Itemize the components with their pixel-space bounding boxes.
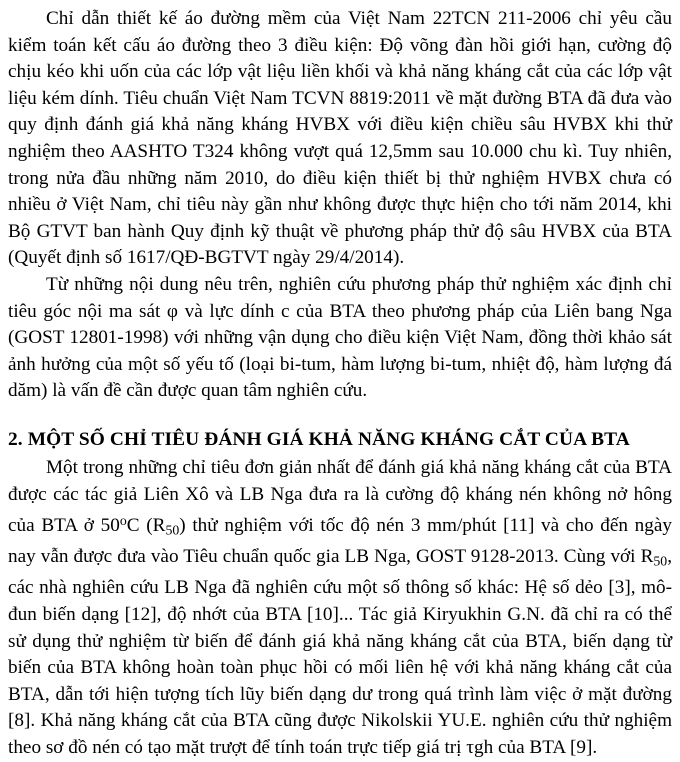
section-heading-2: 2. MỘT SỐ CHỈ TIÊU ĐÁNH GIÁ KHẢ NĂNG KHÁNG CẮT CỦA BTA bbox=[8, 428, 630, 450]
body-paragraph-2: Từ những nội dung nêu trên, nghiên cứu phương pháp thử nghiệm xác định chỉ tiêu góc nội ma sát φ và lực dính c của BTA theo phương pháp của Liên bang Nga (GOST 12801-1998) với những vận dụng cho điều kiện Việt Nam, đồng thời khảo sát ảnh hưởng của một số yếu tố (loại bi-tum, hàm lượng bi-tum, nhiệt độ, hàm lượng đá dăm) là vấn đề cần được quan tâm nghiên cứu. bbox=[8, 273, 672, 402]
body-paragraph-1: Chỉ dẫn thiết kế áo đường mềm của Việt Nam 22TCN 211-2006 chỉ yêu cầu kiểm toán kết cấu áo đường theo 3 điều kiện: Độ võng đàn hồi giới hạn, cường độ chịu kéo khi uốn của các lớp vật liệu liền khối và khả năng kháng cắt của các lớp vật liệu kém dính. Tiêu chuẩn Việt Nam TCVN 8819:2011 về mặt đường BTA đã đưa vào quy định đánh giá khả năng kháng HVBX với điều kiện chiều sâu HVBX khi thử nghiệm theo AASHTO T324 không vượt quá 12,5mm sau 10.000 chu kì. Tuy nhiên, trong nửa đầu những năm 2010, do điều kiện thiết bị thử nghiệm HVBX chưa có nhiều ở Việt Nam, chỉ tiêu này gần như không được thực hiện cho tới năm 2014, khi Bộ GTVT ban hành Quy định kỹ thuật về phương pháp thử độ sâu HVBX của BTA (Quyết định số 1617/QĐ-BGTVT ngày 29/4/2014). bbox=[8, 8, 672, 269]
section-paragraph: Một trong những chỉ tiêu đơn giản nhất để đánh giá khả năng kháng cắt của BTA được các tác giả Liên Xô và LB Nga đưa ra là cường độ kháng nén không nở hông của BTA ở 50$^o$C $(R_{50})$ thử nghiệm với tốc độ nén 3 mm/phút [11] và cho đến ngày nay vẫn được đưa vào Tiêu chuẩn quốc gia LB Nga, GOST 9128-2013. Cùng với $R_{50}$, các nhà nghiên cứu LB Nga đã nghiên cứu một số thông số khác: Hệ số dẻo [3], mô-đun biến dạng [12], độ nhớt của BTA [10]... Tác giả Kiryukhin G.N. đã chỉ ra có thể sử dụng thử nghiệm từ biến để đánh giá khả năng kháng cắt của BTA, biến dạng từ biến của BTA không hoàn toàn phục hồi có mối liên hệ với khả năng kháng cắt của BTA, dẫn tới hiện tượng tích lũy biến dạng dư trong quá trình làm việc ở mặt đường [8]. Khả năng kháng cắt của BTA cũng được Nikolskii YU.E. nghiên cứu thử nghiệm theo sơ đồ nén có tạo mặt trượt để tính toán trực tiếp giá trị τgh của BTA [9]. bbox=[8, 456, 672, 758]
